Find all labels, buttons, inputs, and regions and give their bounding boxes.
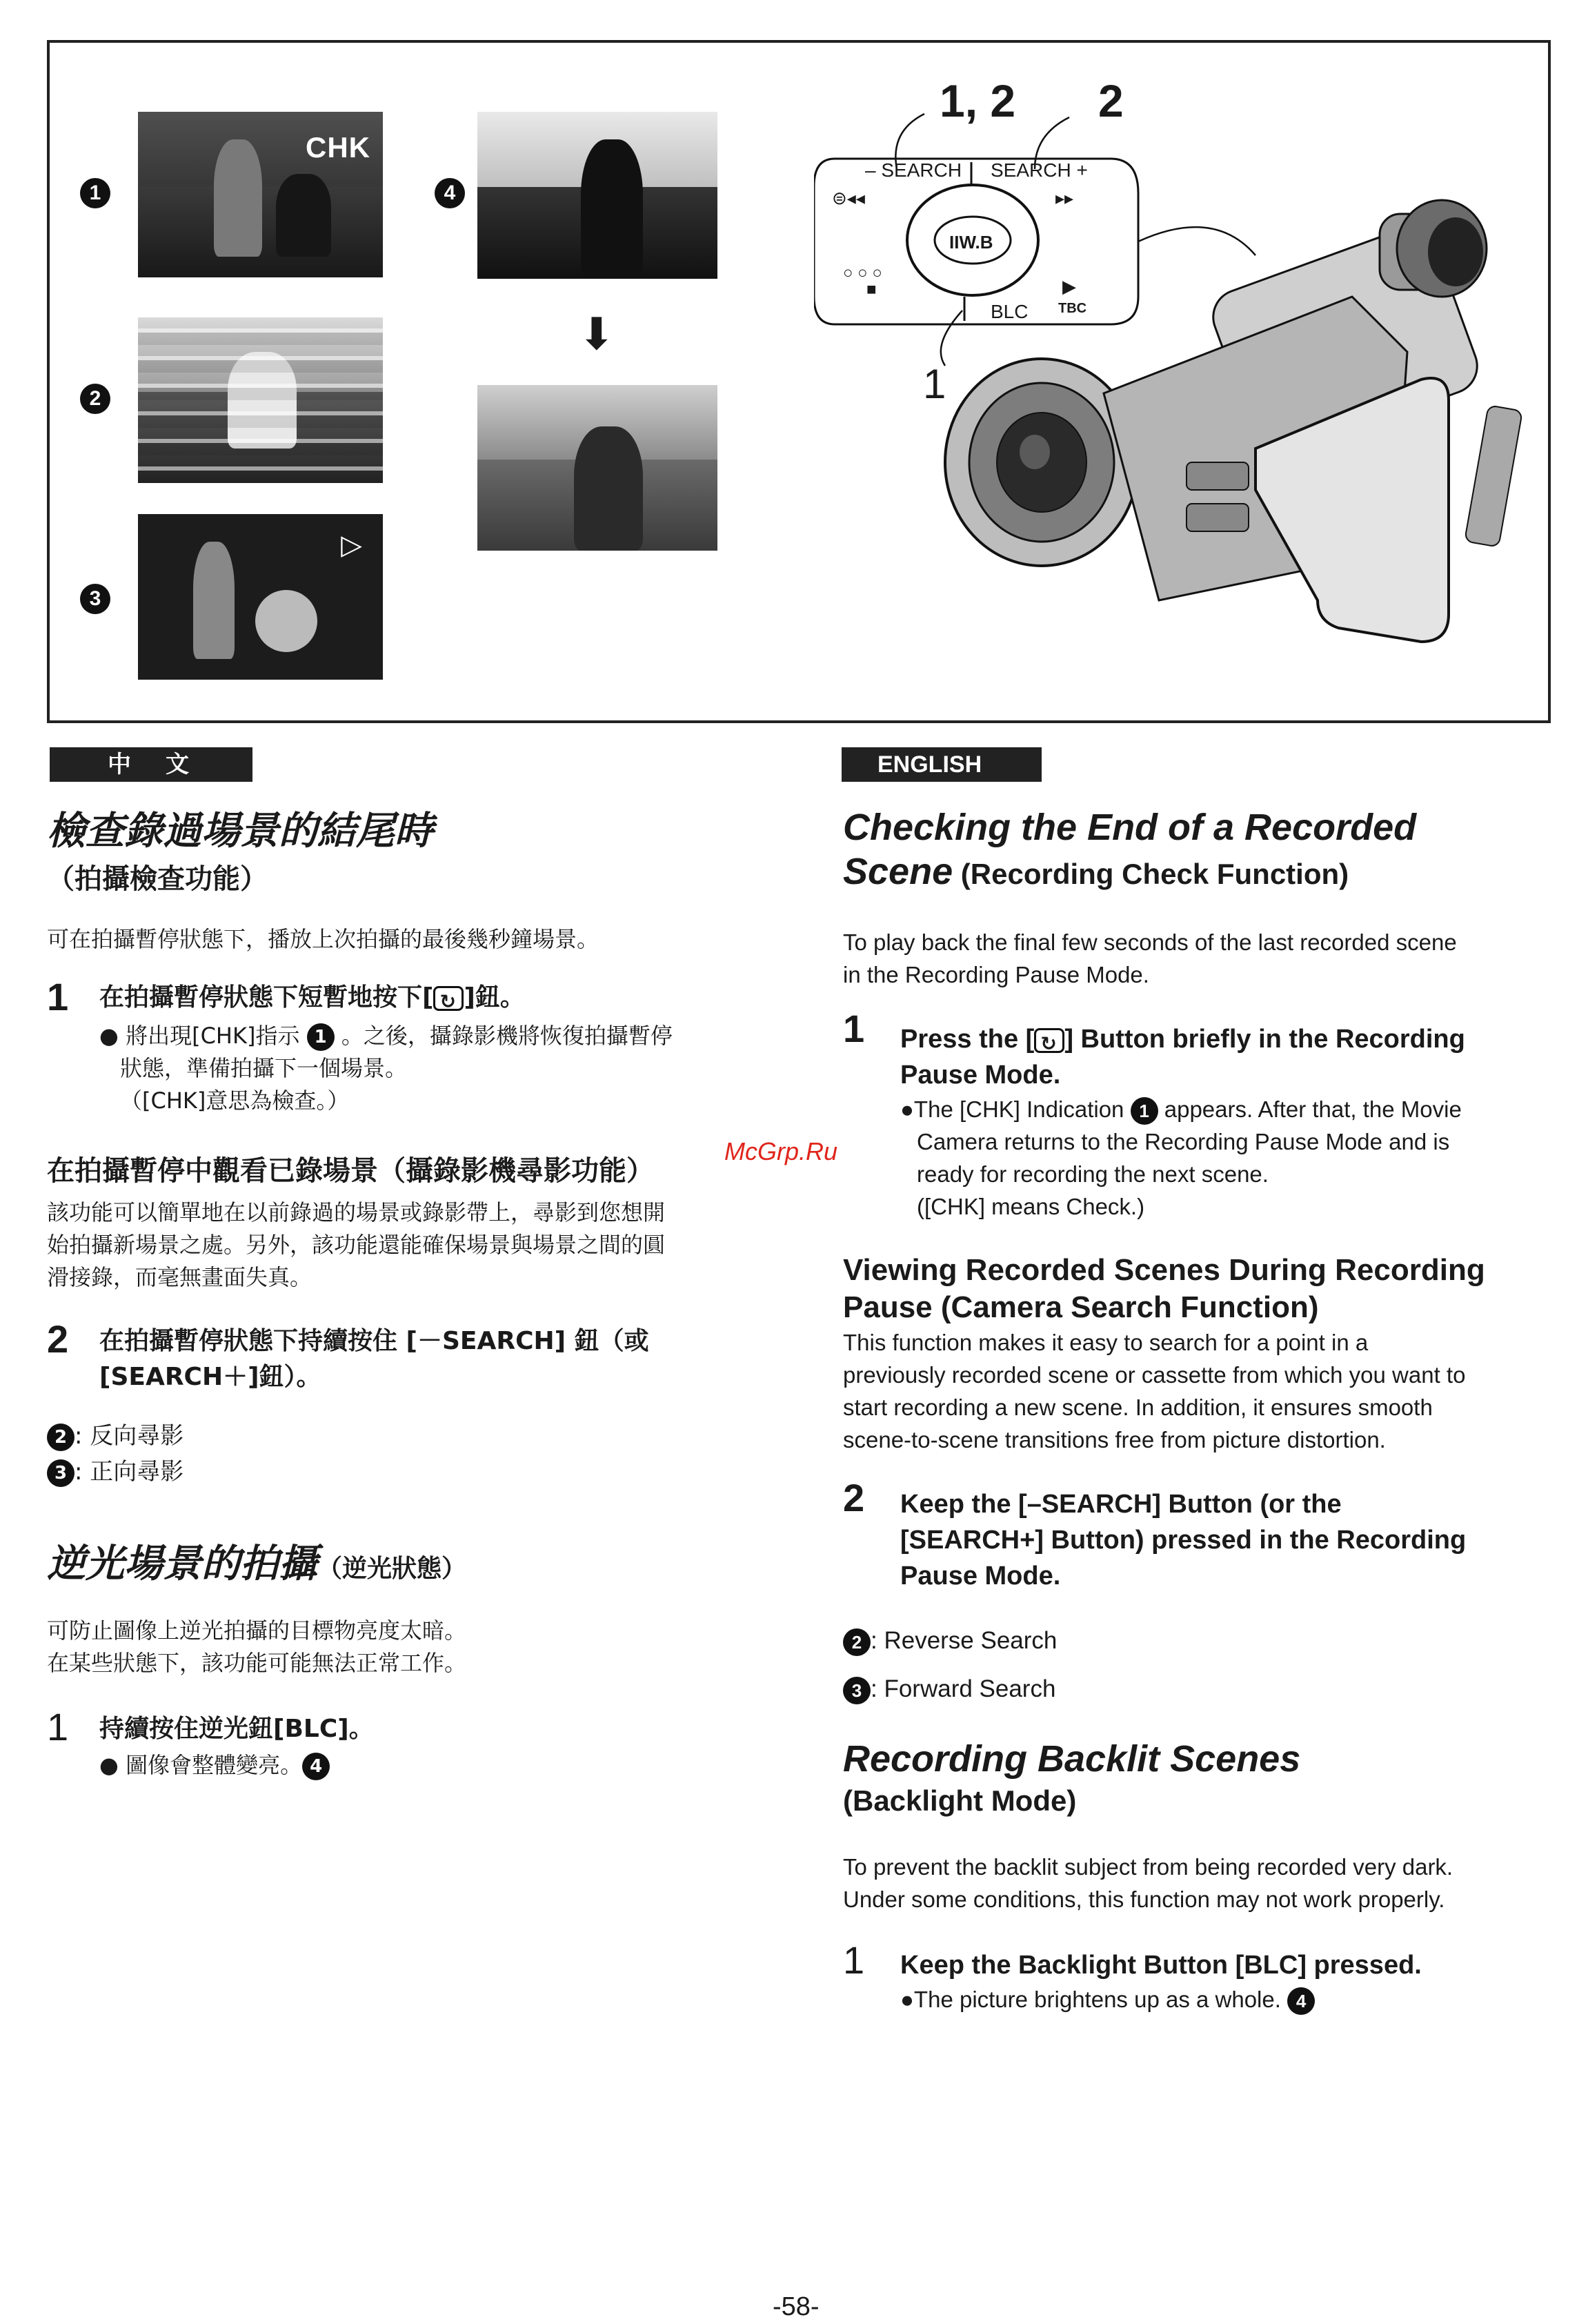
chinese-section-label: 中 文: [50, 747, 252, 782]
callout-label-1-2: 1, 2: [940, 75, 1016, 126]
chinese-title-1: 檢查錄過場景的結尾時: [47, 809, 433, 854]
photo-label-3: 3: [80, 584, 110, 614]
photo-label-2: 2: [80, 384, 110, 414]
indicator-dots-icon: ○ ○ ○: [843, 264, 882, 282]
rewind-icon: ⊜◂◂: [832, 188, 865, 208]
english-reverse-search: 2 : Reverse Search: [843, 1624, 1057, 1657]
chinese-step-2: 在拍攝暫停狀態下持續按住 [－SEARCH] 鈕（或 [SEARCH＋]鈕）。: [99, 1327, 649, 1391]
chinese-title-2: 逆光場景的拍攝（逆光狀態）: [47, 1542, 467, 1586]
photo-reverse-search: [138, 317, 383, 483]
photo-chk-still: [138, 112, 383, 277]
chinese-step-1-number: 1: [47, 975, 69, 1018]
english-step-2: Keep the [–SEARCH] Button (or the [SEARCH+] Button) pressed in the Recording Pause Mode.: [900, 1490, 1467, 1591]
english-step-2-number: 2: [843, 1476, 865, 1519]
chinese-step-1-note: ● 將出現[CHK]指示 1 。之後，攝錄影機將恢復拍攝暫停 狀態，準備拍攝下一個場景。 （[CHK]意思為檢查。）: [99, 1023, 673, 1114]
photo-backlit-before: [477, 112, 717, 279]
chinese-subtitle-1: （拍攝檢查功能）: [47, 863, 268, 895]
play-icon: ▶: [1062, 276, 1076, 297]
search-minus-button[interactable]: – SEARCH: [865, 159, 962, 181]
page-number: -58-: [773, 2292, 820, 2321]
english-step-1-note: ●The [CHK] Indication 1 appears. After that, the Movie Camera returns to the Recording Pause Mode and is ready for recording the next scene. ([CHK] means Check.): [900, 1096, 1462, 1219]
white-balance-button[interactable]: IIW.B: [949, 232, 993, 253]
arrow-down-icon: ⬇: [578, 309, 615, 359]
english-title-1: Checking the End of a Recorded: [843, 807, 1417, 848]
chinese-reverse-search: 2 : 反向尋影: [47, 1420, 183, 1452]
english-step-1: Press the [↻ ] Button briefly in the Recording Pause Mode.: [900, 1021, 1465, 1093]
english-step-3-number: 1: [843, 1938, 865, 1982]
english-section-label: ENGLISH: [842, 747, 1042, 782]
chinese-step-2-number: 2: [47, 1317, 69, 1361]
chinese-step-3-number: 1: [47, 1705, 69, 1749]
chinese-forward-search: 3 : 正向尋影: [47, 1456, 183, 1488]
search-plus-button[interactable]: SEARCH +: [991, 159, 1088, 181]
english-camera-search-body: This function makes it easy to search for a point in a previously recorded scene or cassette from which you want to start recording a new scene. In addition, it ensures smooth scene-to-scene transitions free from picture distortion.: [843, 1330, 1466, 1452]
english-step-1-number: 1: [843, 1007, 865, 1050]
english-intro-2: To prevent the backlit subject from being recorded very dark. Under some conditions, this function may not work properly.: [843, 1854, 1453, 1912]
chinese-intro-2: 可防止圖像上逆光拍攝的目標物亮度太暗。 在某些狀態下，該功能可能無法正常工作。: [47, 1617, 467, 1676]
photo-forward-search: [138, 514, 383, 680]
english-section-camera-search: Viewing Recorded Scenes During Recording Pause (Camera Search Function): [843, 1253, 1485, 1324]
english-title-1-line-2: Scene (Recording Check Function): [843, 851, 1349, 892]
chinese-step-1: 在拍攝暫停狀態下短暫地按下[↻ ]鈕。: [99, 980, 525, 1016]
blc-button[interactable]: BLC: [991, 301, 1029, 322]
english-step-3-note: ●The picture brightens up as a whole. 4: [900, 1983, 1315, 2016]
chinese-intro-1: 可在拍攝暫停狀態下，播放上次拍攝的最後幾秒鐘場景。: [47, 926, 599, 952]
watermark: McGrp.Ru: [724, 1137, 838, 1165]
photo-backlit-after: [477, 385, 717, 551]
callout-label-2: 2: [1098, 75, 1124, 126]
chinese-section-camera-search: 在拍攝暫停中觀看已錄場景（攝錄影機尋影功能）: [47, 1155, 654, 1187]
english-subtitle-2: (Backlight Mode): [843, 1784, 1077, 1817]
chk-indicator: CHK: [306, 131, 370, 164]
recording-check-icon: [1034, 1028, 1064, 1053]
chinese-step-3: 持續按住逆光鈕[BLC]。: [99, 1715, 374, 1743]
english-intro-1: To play back the final few seconds of the last recorded scene in the Recording Pause Mode.: [843, 929, 1457, 987]
indicator-1-badge: 1: [1131, 1097, 1158, 1125]
play-indicator-icon: ▷: [341, 530, 362, 560]
chinese-step-3-note: ● 圖像會整體變亮。 4: [99, 1749, 330, 1782]
photo-label-4: 4: [435, 178, 465, 208]
tbc-label: TBC: [1058, 301, 1087, 316]
callout-label-blc: 1: [923, 361, 946, 407]
english-step-3: Keep the Backlight Button [BLC] pressed.: [900, 1951, 1422, 1980]
english-forward-search: 3 : Forward Search: [843, 1673, 1055, 1705]
fast-forward-icon: ▸▸: [1055, 188, 1074, 208]
chinese-camera-search-body: 該功能可以簡單地在以前錄過的場景或錄影帶上，尋影到您想開 始拍攝新場景之處。另外，該功能還能確保場景與場景之間的圓 滑接錄，而毫無畫面失真。: [47, 1199, 666, 1290]
indicator-1-badge: 1: [307, 1023, 335, 1051]
recording-check-icon: [433, 986, 464, 1011]
english-title-2: Recording Backlit Scenes: [843, 1738, 1301, 1780]
stop-icon: ■: [866, 280, 877, 299]
photo-label-1: 1: [80, 178, 110, 208]
